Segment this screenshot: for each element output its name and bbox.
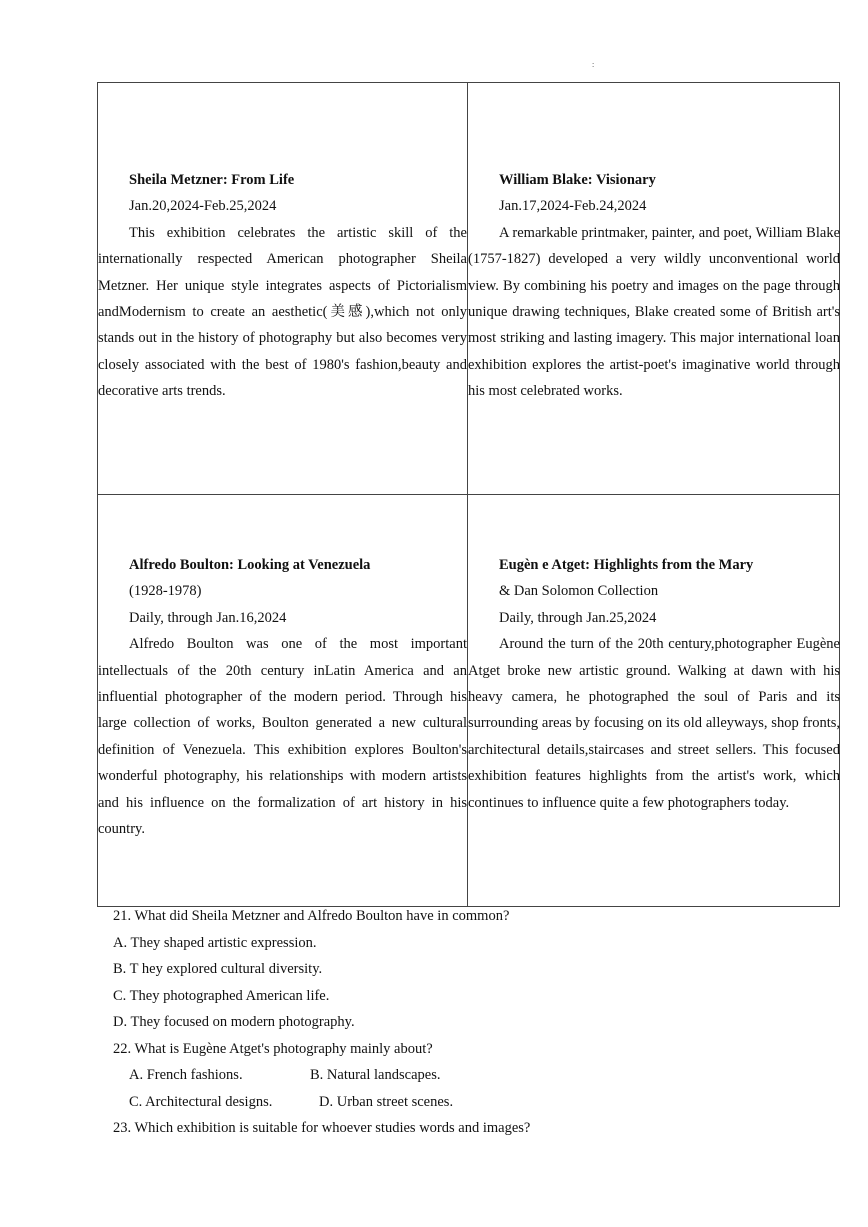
- question-22-options-row-2: [113, 1089, 813, 1116]
- question-22-option-c: C. Architectural designs.: [129, 1093, 273, 1110]
- exhibition-cell-metzner: [98, 167, 467, 405]
- exhibition-description: Alfredo Boulton was one of the most important intellectuals of the 20th century inLatin America and an influential photographer of the modern period. Through his large collection of works, Boulton generated a new cultural definition of Venezuela. This exhibition explores Boulton's wonderful photography, his relationships with modern artists and his influence on the formalization of art history in his country.: [98, 636, 467, 838]
- exhibition-dates: Jan.17,2024-Feb.24,2024: [499, 198, 647, 215]
- exhibition-table: [97, 82, 840, 907]
- exhibition-title: William Blake: Visionary: [499, 172, 656, 188]
- exhibition-dates: Daily, through Jan.16,2024: [129, 609, 287, 626]
- exhibition-title: Sheila Metzner: From Life: [129, 172, 295, 188]
- question-22-option-a: A. French fashions.: [129, 1067, 243, 1083]
- exhibition-cell-boulton: [98, 552, 467, 842]
- question-22-option-b: B. Natural landscapes.: [310, 1067, 441, 1083]
- exhibition-description: Around the turn of the 20th century,photographer Eugène Atget broke new artistic ground. Walking at dawn with his heavy camera, he photographed the soul of Paris and its surrounding areas by focusing on its old alleyways, shop fronts, architectural details,staircases and street sellers. This focused exhibition features highlights from the artist's work, which continues to influence quite a few photographers today.: [468, 636, 840, 811]
- question-21-option-b: B. T hey explored cultural diversity.: [113, 961, 323, 977]
- question-21-option-c: C. They photographed American life.: [113, 987, 330, 1004]
- question-23-stem: 23. Which exhibition is suitable for whoever studies words and images?: [113, 1120, 531, 1136]
- question-section: [113, 903, 813, 1142]
- table-horizontal-divider: [98, 494, 839, 495]
- exhibition-dates: Jan.20,2024-Feb.25,2024: [129, 198, 277, 215]
- question-21-option-d: D. They focused on modern photography.: [113, 1014, 355, 1030]
- exhibition-description: A remarkable printmaker, painter, and poet, William Blake (1757-1827) developed a very wildly unconventional world view. By combining his poetry and images on the page through unique drawing techniques, Blake created some of British art's most striking and lasting imagery. This major international loan exhibition explores the artist-poet's imaginative world through his most celebrated works.: [468, 224, 840, 400]
- exhibition-description: This exhibition celebrates the artistic skill of the internationally respected American photographer Sheila Metzner. Her unique style integrates aspects of Pictorialism andModernism to create an aesthetic(美感),which not only stands out in the history of photography but also becomes very closely associated with the best of 1980's fashion,beauty and decorative arts trends.: [98, 224, 467, 400]
- question-21-option-a: A. They shaped artistic expression.: [113, 934, 317, 951]
- top-mark: :: [592, 60, 595, 69]
- exhibition-subtitle: (1928-1978): [129, 583, 202, 600]
- exhibition-title: Eugèn e Atget: Highlights from the Mary: [499, 557, 754, 573]
- exhibition-cell-blake: [468, 167, 840, 405]
- exhibition-cell-atget: [468, 552, 840, 816]
- question-21-stem: 21. What did Sheila Metzner and Alfredo Boulton have in common?: [113, 908, 510, 924]
- exhibition-subtitle: & Dan Solomon Collection: [499, 583, 659, 600]
- question-22-options-row-1: [113, 1062, 813, 1089]
- exhibition-title: Alfredo Boulton: Looking at Venezuela: [129, 557, 371, 573]
- exhibition-dates: Daily, through Jan.25,2024: [499, 609, 657, 626]
- question-22-option-d: D. Urban street scenes.: [319, 1093, 454, 1110]
- question-22-stem: 22. What is Eugène Atget's photography mainly about?: [113, 1040, 433, 1057]
